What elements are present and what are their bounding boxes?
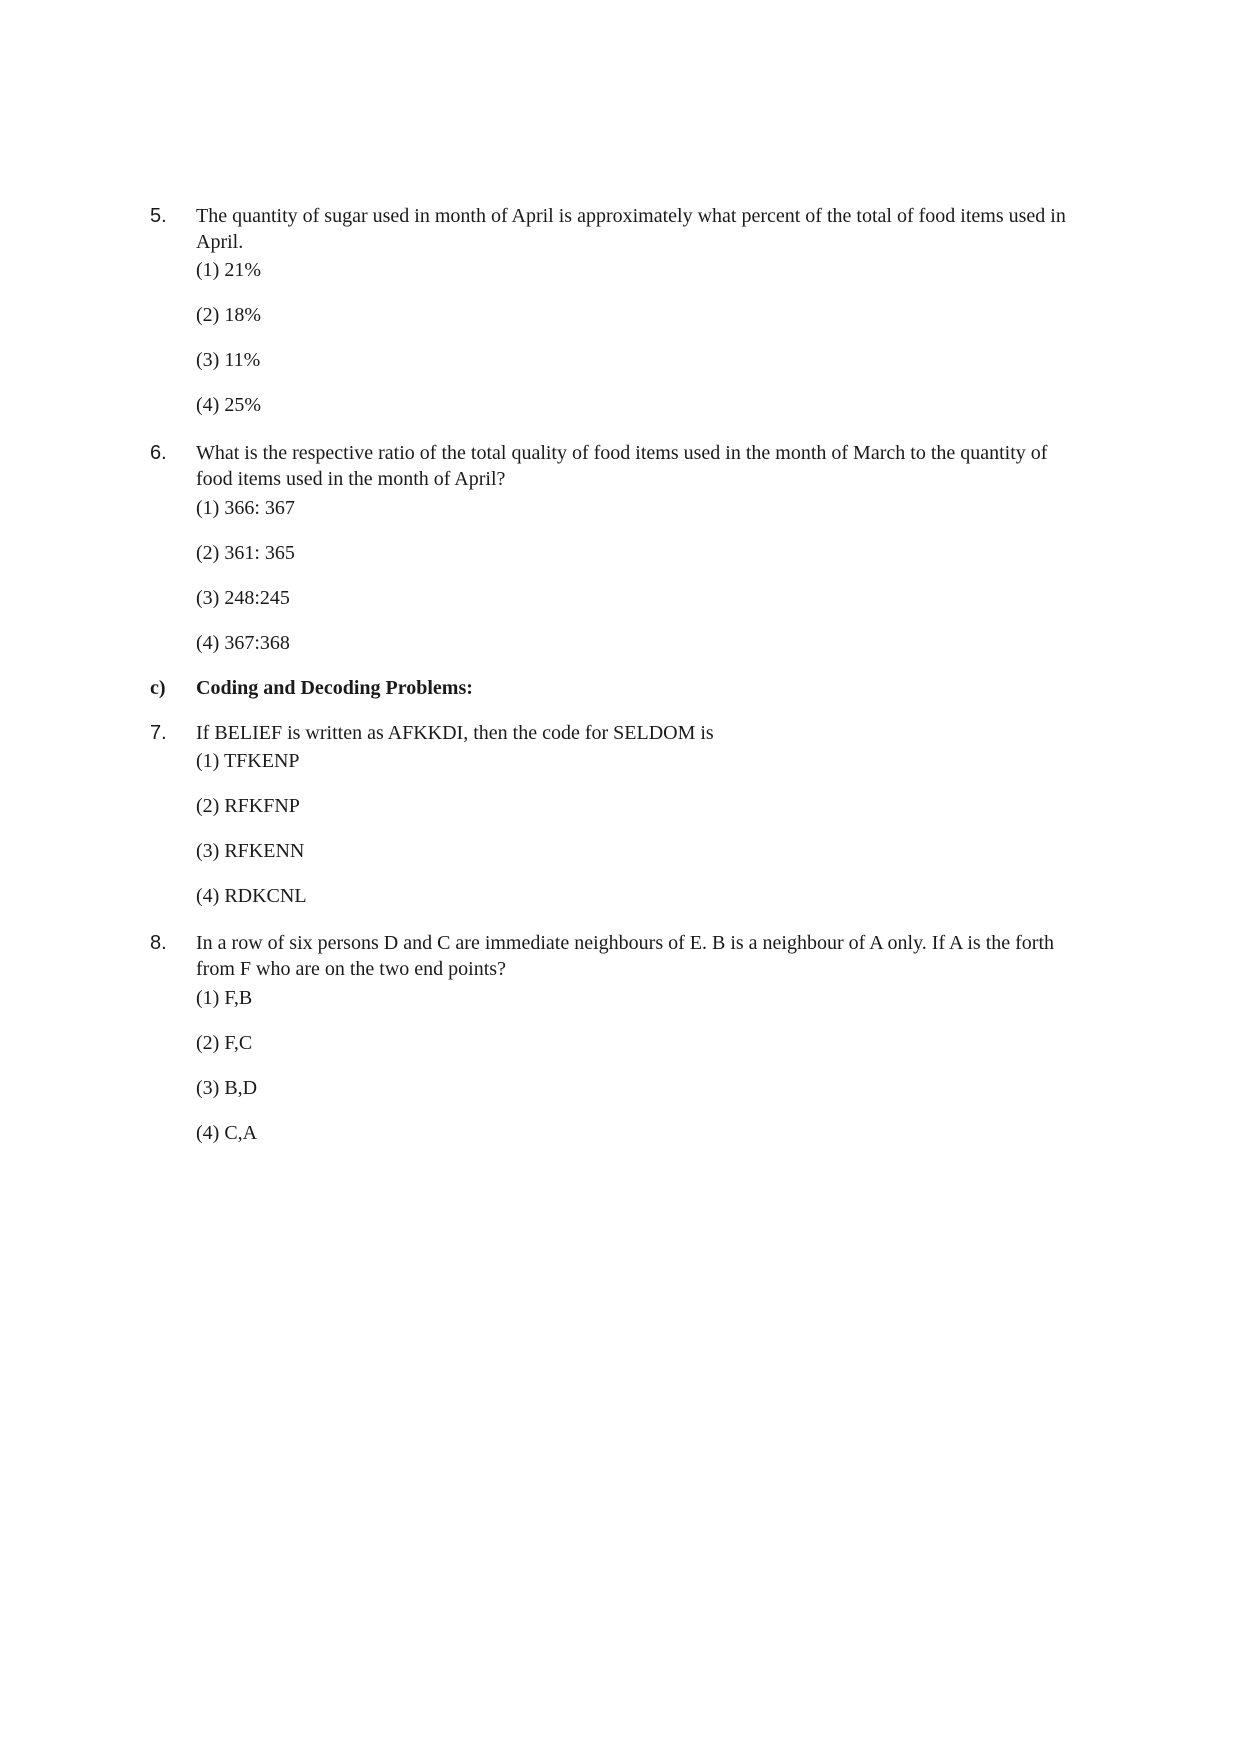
question-6-option-2: (2) 361: 365 bbox=[196, 542, 295, 564]
question-7-text: If BELIEF is written as AFKKDI, then the code for SELDOM is bbox=[196, 722, 714, 744]
question-5-number: 5. bbox=[150, 205, 167, 227]
question-8-text: In a row of six persons D and C are immediate neighbours of E. B is a neighbour of A only. If A is the forth from F who are on the two end points? bbox=[196, 932, 1054, 980]
question-7-option-3: (3) RFKENN bbox=[196, 840, 305, 862]
question-6-option-1: (1) 366: 367 bbox=[196, 497, 295, 519]
question-6-option-3: (3) 248:245 bbox=[196, 587, 290, 609]
question-7-option-2: (2) RFKFNP bbox=[196, 795, 300, 817]
question-6-text: What is the respective ratio of the total quality of food items used in the month of March to the quantity of food items used in the month of April? bbox=[196, 442, 1048, 490]
question-8-option-2: (2) F,C bbox=[196, 1032, 253, 1054]
section-label: c) bbox=[150, 677, 166, 699]
question-8-option-3: (3) B,D bbox=[196, 1077, 258, 1099]
question-7-number: 7. bbox=[150, 722, 167, 744]
question-5-text: The quantity of sugar used in month of April is approximately what percent of the total of food items used in April. bbox=[196, 205, 1066, 253]
question-5-option-1: (1) 21% bbox=[196, 259, 261, 281]
question-6-option-4: (4) 367:368 bbox=[196, 632, 290, 654]
question-8-number: 8. bbox=[150, 932, 167, 954]
question-8-option-1: (1) F,B bbox=[196, 987, 253, 1009]
section-title: Coding and Decoding Problems: bbox=[196, 677, 473, 699]
question-7-option-4: (4) RDKCNL bbox=[196, 885, 307, 907]
question-5-option-4: (4) 25% bbox=[196, 394, 261, 416]
question-5-option-2: (2) 18% bbox=[196, 304, 261, 326]
question-7-option-1: (1) TFKENP bbox=[196, 750, 300, 772]
question-5-option-3: (3) 11% bbox=[196, 349, 261, 371]
question-8-option-4: (4) C,A bbox=[196, 1122, 258, 1144]
question-6-number: 6. bbox=[150, 442, 167, 464]
